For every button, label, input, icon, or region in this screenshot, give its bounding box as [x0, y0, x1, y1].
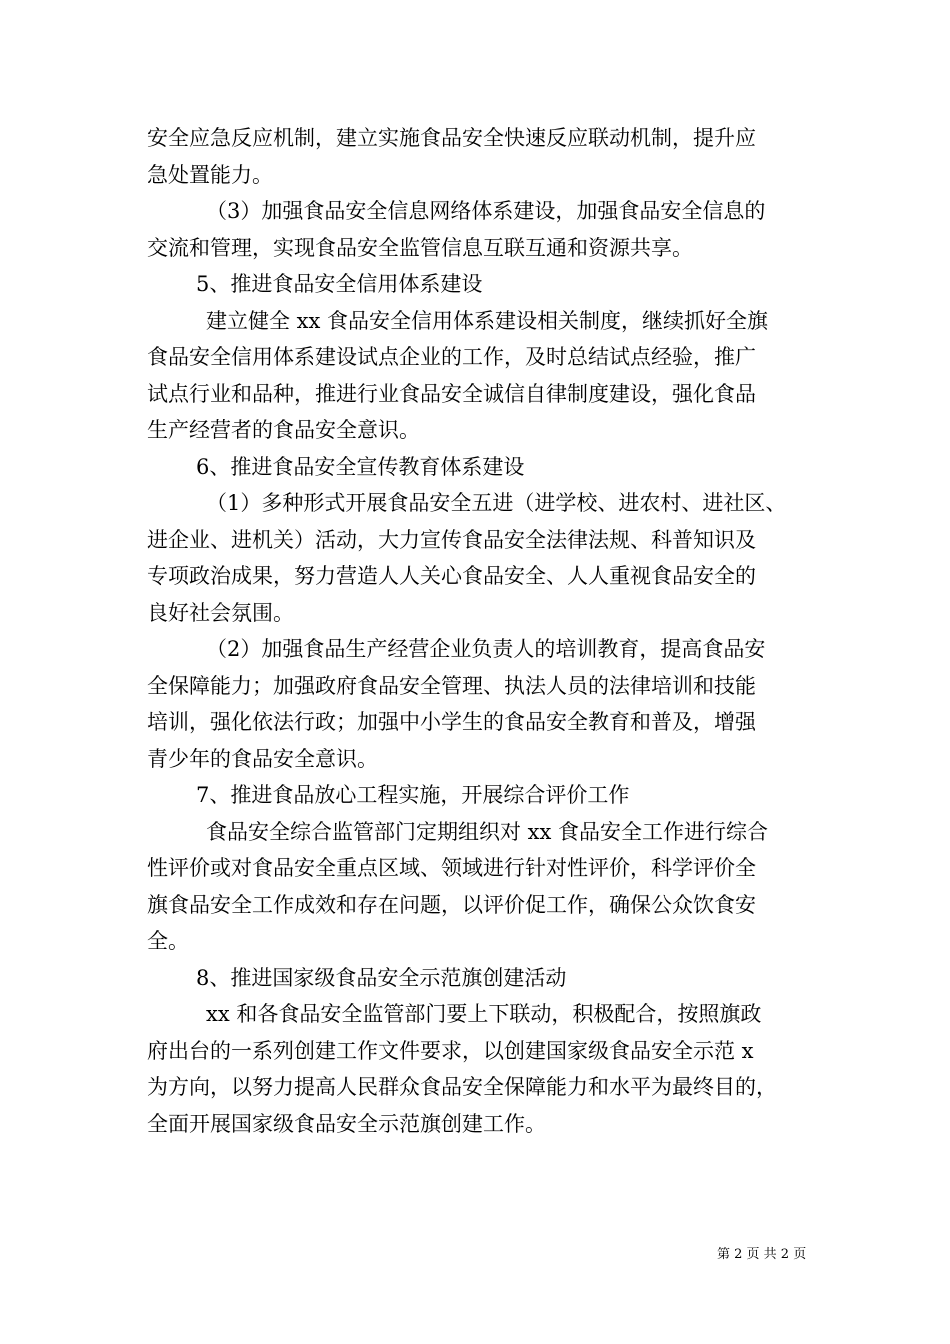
- section-heading: 5、推进食品安全信用体系建设: [196, 272, 483, 296]
- text-line: 专项政治成果，努力营造人人关心食品安全、人人重视食品安全的: [147, 564, 756, 588]
- text-line: 培训，强化依法行政；加强中小学生的食品安全教育和普及，增强: [147, 710, 756, 734]
- text-line: 良好社会氛围。: [147, 601, 294, 625]
- section-heading: 6、推进食品安全宣传教育体系建设: [196, 455, 525, 479]
- text-line: 全。: [147, 929, 189, 953]
- text-line: 性评价或对食品安全重点区域、领域进行针对性评价，科学评价全: [147, 856, 756, 880]
- text-line: 全面开展国家级食品安全示范旗创建工作。: [147, 1112, 546, 1136]
- text-line: （3）加强食品安全信息网络体系建设，加强食品安全信息的: [206, 199, 766, 223]
- section-heading: 7、推进食品放心工程实施，开展综合评价工作: [196, 783, 630, 807]
- text-line: 青少年的食品安全意识。: [147, 747, 378, 771]
- text-line: 食品安全信用体系建设试点企业的工作，及时总结试点经验，推广: [147, 345, 756, 369]
- text-line: 试点行业和品种，推进行业食品安全诚信自律制度建设，强化食品: [147, 382, 756, 406]
- text-line: 安全应急反应机制，建立实施食品安全快速反应联动机制，提升应: [147, 126, 756, 150]
- text-line: （1）多种形式开展食品安全五进（进学校、进农村、进社区、: [206, 491, 787, 515]
- text-line: 进企业、进机关）活动，大力宣传食品安全法律法规、科普知识及: [147, 528, 756, 552]
- text-line: 急处置能力。: [147, 163, 273, 187]
- text-line: 食品安全综合监管部门定期组织对 xx 食品安全工作进行综合: [206, 820, 769, 844]
- text-line: （2）加强食品生产经营企业负责人的培训教育，提高食品安: [206, 637, 766, 661]
- text-line: 全保障能力；加强政府食品安全管理、执法人员的法律培训和技能: [147, 674, 756, 698]
- text-line: 生产经营者的食品安全意识。: [147, 418, 420, 442]
- text-line: xx 和各食品安全监管部门要上下联动，积极配合，按照旗政: [206, 1002, 762, 1026]
- text-line: 为方向，以努力提高人民群众食品安全保障能力和水平为最终目的，: [147, 1075, 777, 1099]
- page-number: 第 2 页 共 2 页: [717, 1247, 807, 1262]
- text-line: 建立健全 xx 食品安全信用体系建设相关制度，继续抓好全旗: [206, 309, 769, 333]
- text-line: 府出台的一系列创建工作文件要求，以创建国家级食品安全示范 x: [147, 1039, 754, 1063]
- section-heading: 8、推进国家级食品安全示范旗创建活动: [196, 966, 567, 990]
- text-line: 交流和管理，实现食品安全监管信息互联互通和资源共享。: [147, 236, 693, 260]
- text-line: 旗食品安全工作成效和存在问题，以评价促工作，确保公众饮食安: [147, 893, 756, 917]
